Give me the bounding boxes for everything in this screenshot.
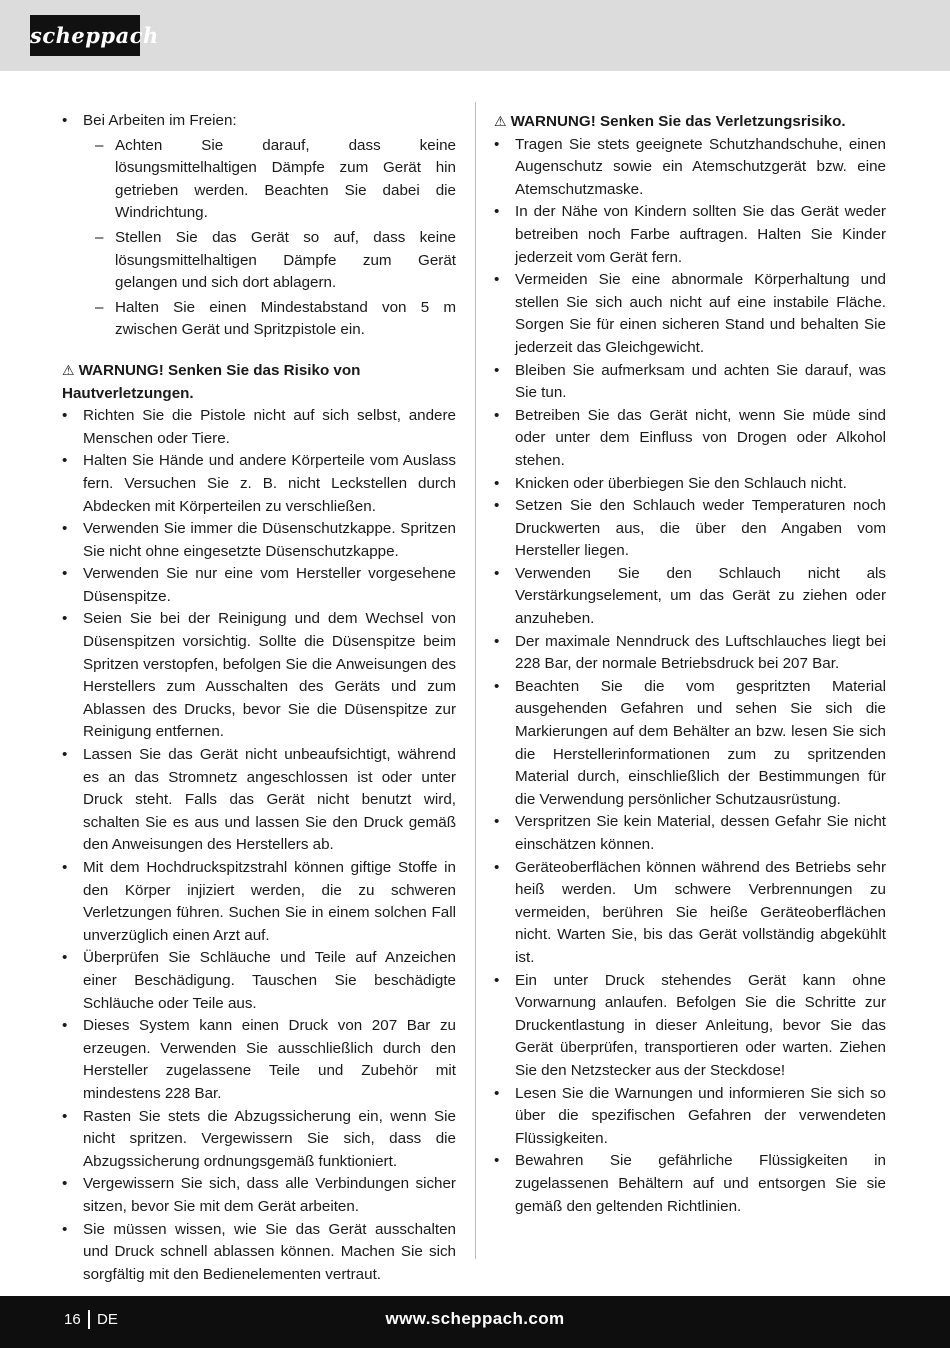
- warning-heading: [62, 359, 456, 405]
- bullet-icon: •: [494, 497, 500, 515]
- list-item-text: Verspritzen Sie kein Material, dessen Gefahr Sie nicht einschätzen können.: [515, 813, 886, 853]
- list-item-text: Seien Sie bei der Reinigung und dem Wechsel von Düsenspitzen vorsichtig. Sollte die Düsenspitze beim Spritzen verstopfen, befolgen Sie die Anweisungen des Herstellers zum Ausschalten des Geräts und zum Ablassen des Drucks, bevor Sie die Düsenspitze zur Reinigung entfernen.: [83, 610, 456, 741]
- bullet-icon: •: [494, 813, 500, 831]
- list-item: [62, 857, 456, 947]
- list-item-text: Vermeiden Sie eine abnormale Körperhaltung und stellen Sie sich auch nicht auf eine instabile Fläche. Sorgen Sie für einen sicheren Stand und behalten Sie jederzeit das Gleichgewicht.: [515, 271, 886, 356]
- list-item: [494, 360, 886, 405]
- list-item: [494, 563, 886, 631]
- list-item: [62, 1015, 456, 1105]
- warning-triangle-icon: ⚠: [494, 113, 507, 129]
- bullet-icon: •: [62, 610, 68, 628]
- list-item: [494, 631, 886, 676]
- list-item: [62, 450, 456, 518]
- sub-item-text: Halten Sie einen Mindestabstand von 5 m zwischen Gerät und Spritzpistole ein.: [115, 298, 456, 339]
- list-item: [62, 1173, 456, 1218]
- list-item-text: Dieses System kann einen Druck von 207 Bar zu erzeugen. Verwenden Sie ausschließlich durch den Hersteller zugelassene Teile und Zubehör mit mindestens 228 Bar.: [83, 1017, 456, 1102]
- bullet-icon: •: [62, 1017, 68, 1035]
- bullet-icon: •: [62, 520, 68, 538]
- bullet-icon: •: [494, 203, 500, 221]
- scheppach-logo: scheppach: [30, 15, 140, 56]
- page-number: 16: [64, 1311, 81, 1328]
- warning-text: WARNUNG! Senken Sie das Risiko von Hautverletzungen.: [62, 361, 361, 402]
- list-item: [494, 676, 886, 812]
- list-item-text: Richten Sie die Pistole nicht auf sich selbst, andere Menschen oder Tiere.: [83, 407, 456, 447]
- sub-list-item: [83, 135, 456, 225]
- list-item: [494, 1083, 886, 1151]
- bullet-icon: •: [494, 361, 500, 379]
- bullet-icon: •: [494, 1084, 500, 1102]
- list-item: [494, 134, 886, 202]
- list-item-text: Verwenden Sie immer die Düsenschutzkappe. Spritzen Sie nicht ohne eingesetzte Düsenschutzkappe.: [83, 520, 456, 560]
- list-item-text: Halten Sie Hände und andere Körperteile vom Auslass fern. Versuchen Sie z. B. nicht Leckstellen durch Abdecken mit Körperteilen zu verschließen.: [83, 452, 456, 515]
- bullet-icon: •: [494, 135, 500, 153]
- bullet-icon: •: [62, 565, 68, 583]
- list-item: [494, 811, 886, 856]
- list-item-text: Überprüfen Sie Schläuche und Teile auf Anzeichen einer Beschädigung. Tauschen Sie beschädigte Schläuche oder Teile aus.: [83, 949, 456, 1012]
- bullet-icon: •: [62, 746, 68, 764]
- sub-list-item: [83, 297, 456, 342]
- warning-text: WARNUNG! Senken Sie das Verletzungsrisiko.: [510, 113, 846, 130]
- sub-list-item: [83, 227, 456, 295]
- list-item: [62, 405, 456, 450]
- bullet-icon: •: [62, 859, 68, 876]
- list-item: [494, 201, 886, 269]
- list-item-text: Rasten Sie stets die Abzugssicherung ein, wenn Sie nicht spritzen. Vergewissern Sie sich, dass die Abzugssicherung ordnungsgemäß funktioniert.: [83, 1107, 456, 1170]
- list-item: [494, 857, 886, 970]
- list-item: [62, 608, 456, 744]
- column-divider: [475, 102, 476, 1259]
- list-item-text: Verwenden Sie den Schlauch nicht als Verstärkungselement, um das Gerät zu ziehen oder anzuheben.: [515, 564, 886, 628]
- list-item: [62, 1219, 456, 1287]
- website-link[interactable]: www.scheppach.com: [385, 1309, 565, 1328]
- dash-icon: –: [95, 228, 104, 246]
- list-item: [494, 269, 886, 359]
- list-item-text: Der maximale Nenndruck des Luftschlauches liegt bei 228 Bar, der normale Betriebsdruck bei 207 Bar.: [515, 632, 886, 673]
- bullet-icon: •: [62, 1107, 68, 1125]
- list-item-text: Bewahren Sie gefährliche Flüssigkeiten in zugelassenen Behältern auf und entsorgen Sie sie gemäß den geltenden Richtlinien.: [515, 1152, 886, 1215]
- bullet-icon: •: [494, 632, 500, 650]
- intro-text: Bei Arbeiten im Freien:: [83, 112, 237, 129]
- bullet-icon: •: [494, 858, 500, 876]
- list-item-text: Sie müssen wissen, wie Sie das Gerät ausschalten und Druck schnell ablassen können. Machen Sie sich sorgfältig mit den Bedienelementen vertraut.: [83, 1220, 456, 1283]
- bullet-icon: •: [62, 112, 68, 129]
- bullet-icon: •: [62, 1220, 68, 1238]
- dash-icon: –: [95, 136, 104, 154]
- list-item-text: In der Nähe von Kindern sollten Sie das Gerät weder betreiben noch Farbe auftragen. Halten Sie Kinder jederzeit vom Gerät fern.: [515, 203, 886, 266]
- list-item-text: Beachten Sie die vom gespritzten Material ausgehenden Gefahren und sehen Sie sich die Markierungen auf dem Behälter an bzw. lesen Sie sich die Herstellerinformationen zum zu spritzenden Material durch, einschließlich der Bestimmungen für die Verwendung persönlicher Schutzausrüstung.: [515, 677, 886, 808]
- left-column: [62, 110, 456, 1286]
- warning-heading: [494, 110, 886, 134]
- bullet-icon: •: [494, 1152, 500, 1170]
- list-item: [494, 1150, 886, 1218]
- list-item: [62, 563, 456, 608]
- list-item: [494, 970, 886, 1083]
- list-item: [494, 495, 886, 563]
- list-item: [62, 947, 456, 1015]
- list-item: [62, 1106, 456, 1174]
- bullet-icon: •: [494, 271, 500, 289]
- bullet-icon: •: [62, 407, 68, 425]
- bullet-icon: •: [62, 949, 68, 967]
- right-column: [494, 110, 886, 1218]
- language-code: DE: [97, 1311, 118, 1328]
- list-item: [494, 473, 886, 496]
- list-item-text: Mit dem Hochdruckspitzstrahl können giftige Stoffe in den Körper injiziert werden, die zu schweren Verletzungen führen. Suchen Sie in einem solchen Fall unverzüglich einen Arzt auf.: [83, 859, 456, 944]
- list-item-text: Knicken oder überbiegen Sie den Schlauch nicht.: [515, 474, 847, 492]
- page-header: [0, 0, 950, 71]
- list-item: [62, 518, 456, 563]
- bullet-icon: •: [62, 452, 68, 470]
- list-item-text: Bleiben Sie aufmerksam und achten Sie darauf, was Sie tun.: [515, 361, 886, 402]
- list-item: [62, 744, 456, 857]
- list-item-text: Vergewissern Sie sich, dass alle Verbindungen sicher sitzen, bevor Sie mit dem Gerät arbeiten.: [83, 1175, 456, 1215]
- bullet-icon: •: [494, 564, 500, 582]
- list-item-text: Geräteoberflächen können während des Betriebs sehr heiß werden. Um schwere Verbrennungen zu vermeiden, berühren Sie heiße Geräteoberflächen nicht. Warten Sie, bis das Gerät vollständig abgekühlt ist.: [515, 858, 886, 966]
- list-item-text: Lassen Sie das Gerät nicht unbeaufsichtigt, während es an das Stromnetz angeschlossen ist oder unter Druck steht. Falls das Gerät nicht benutzt wird, schalten Sie es aus und lassen Sie den Druck gemäß den Anweisungen des Herstellers ab.: [83, 746, 456, 854]
- bullet-icon: •: [494, 406, 500, 424]
- page-footer: [0, 1296, 950, 1348]
- bullet-icon: •: [494, 677, 500, 695]
- sub-item-text: Achten Sie darauf, dass keine lösungsmittelhaltigen Dämpfe zum Gerät hin getrieben werden. Beachten Sie dabei die Windrichtung.: [115, 136, 456, 222]
- list-item-text: Tragen Sie stets geeignete Schutzhandschuhe, einen Augenschutz sowie ein Atemschutzgerät bzw. eine Atemschutzmaske.: [515, 135, 886, 198]
- list-item-text: Betreiben Sie das Gerät nicht, wenn Sie müde sind oder unter dem Einfluss von Drogen oder Alkohol stehen.: [515, 406, 886, 469]
- list-item-text: Setzen Sie den Schlauch weder Temperaturen noch Druckwerten aus, die über den Angaben vom Hersteller liegen.: [515, 497, 886, 560]
- bullet-icon: •: [62, 1175, 68, 1193]
- warning-triangle-icon: ⚠: [62, 361, 75, 378]
- list-item-text: Ein unter Druck stehendes Gerät kann ohne Vorwarnung anlaufen. Befolgen Sie die Schritte zur Druckentlastung in dieser Anleitung, bevor Sie das Gerät überprüfen, transportieren oder warten. Ziehen Sie den Netzstecker aus der Steckdose!: [515, 971, 886, 1079]
- bullet-icon: •: [494, 971, 500, 989]
- list-item: [494, 405, 886, 473]
- bullet-icon: •: [494, 474, 500, 492]
- list-item-text: Lesen Sie die Warnungen und informieren Sie sich so über die spezifischen Gefahren der verwendeten Flüssigkeiten.: [515, 1084, 886, 1147]
- list-item-text: Verwenden Sie nur eine vom Hersteller vorgesehene Düsenspitze.: [83, 565, 456, 605]
- sub-item-text: Stellen Sie das Gerät so auf, dass keine lösungsmittelhaltigen Dämpfe zum Gerät gelangen und sich dort ablagern.: [115, 228, 456, 292]
- dash-icon: –: [95, 298, 104, 316]
- list-item: [62, 110, 456, 133]
